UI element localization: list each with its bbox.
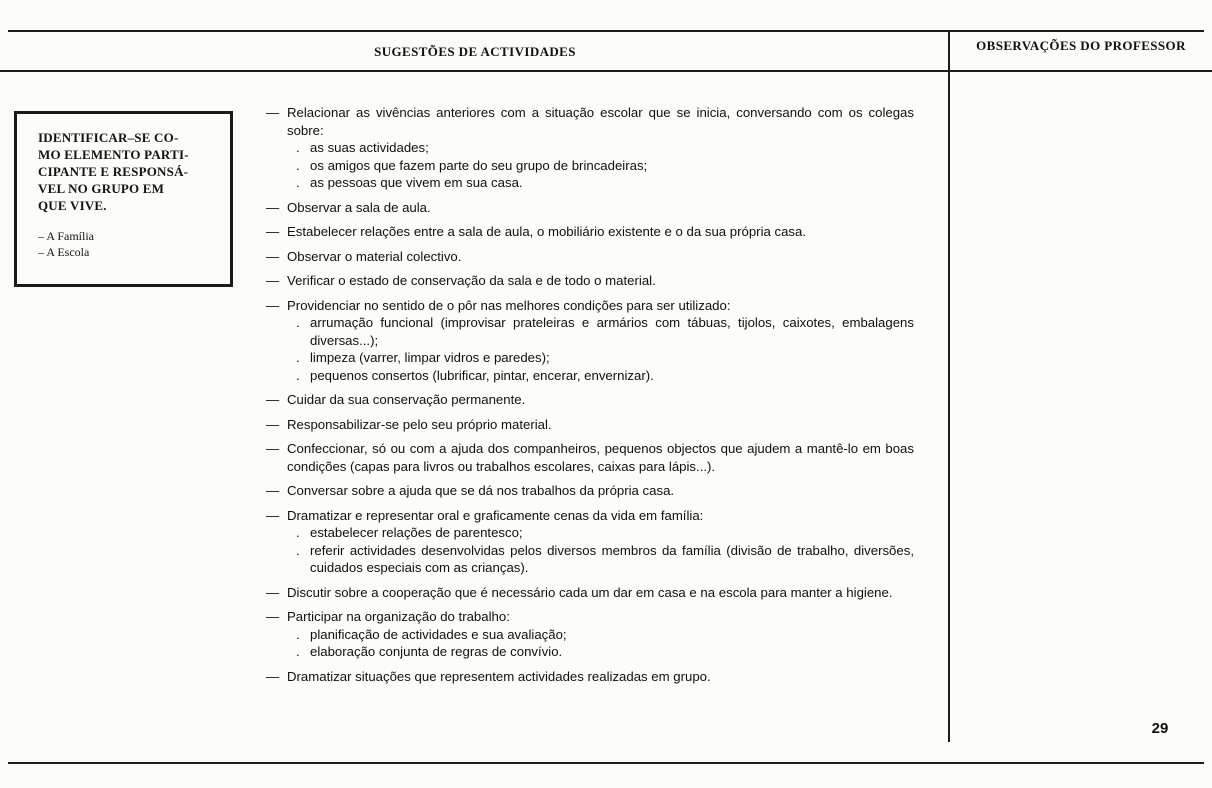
objective-title-line: VEL NO GRUPO EM xyxy=(38,181,165,196)
activity-text: — Conversar sobre a ajuda que se dá nos trabalhos da própria casa. xyxy=(266,483,675,498)
activity-text: — Relacionar as vivências anteriores com a situação escolar que se inicia, conversando com os colegas sobre: xyxy=(266,105,914,138)
dash-bullet: — xyxy=(266,609,280,624)
objective-title-line: CIPANTE E RESPONSÁ- xyxy=(38,164,189,179)
dot-bullet: . xyxy=(296,367,300,383)
dash-bullet: — xyxy=(266,441,280,456)
activity-text: — Confeccionar, só ou com a ajuda dos companheiros, pequenos objectos que ajudem a mantê-lo em boas condições (capas para livros ou trabalhos escolares, caixas para lápis...). xyxy=(266,441,914,474)
activity-text: — Observar o material colectivo. xyxy=(266,248,462,264)
dot-bullet: . xyxy=(296,644,300,659)
dot-bullet: . xyxy=(296,157,300,173)
header-activities-title: SUGESTÕES DE ACTIVIDADES xyxy=(374,44,576,59)
activity-text: — Dramatizar e representar oral e graficamente cenas da vida em família: xyxy=(266,507,704,523)
header-rule xyxy=(0,70,1212,72)
dot-bullet: . xyxy=(296,315,300,330)
activity-item xyxy=(266,199,914,217)
activity-subitem: . elaboração conjunta de regras de convívio. xyxy=(296,644,563,659)
dash-bullet: — xyxy=(266,199,280,215)
top-rule xyxy=(8,30,1204,32)
activity-item xyxy=(266,608,914,661)
objective-title-line: QUE VIVE. xyxy=(38,198,107,213)
activity-text: — Discutir sobre a cooperação que é necessário cada um dar em casa e na escola para manter a higiene. xyxy=(266,584,893,600)
activity-subitem: . os amigos que fazem parte do seu grupo de brincadeiras; xyxy=(296,157,648,173)
activity-subitem: . estabelecer relações de parentesco; xyxy=(296,525,523,540)
dash-bullet: — xyxy=(266,105,280,120)
activity-item xyxy=(266,104,914,192)
activity-item xyxy=(266,416,914,434)
bottom-rule xyxy=(8,762,1204,764)
dash-bullet: — xyxy=(266,297,280,313)
column-divider xyxy=(948,31,950,742)
activity-item xyxy=(266,297,914,385)
objective-subjects xyxy=(38,228,218,260)
activity-item xyxy=(266,482,914,500)
activity-text: — Cuidar da sua conservação permanente. xyxy=(266,392,526,407)
activity-item xyxy=(266,584,914,602)
dash-bullet: — xyxy=(266,668,280,684)
dash-bullet: — xyxy=(266,273,280,288)
dash-bullet: — xyxy=(266,248,280,264)
activity-subitem: . as suas actividades; xyxy=(296,140,429,155)
page-number: 29 xyxy=(1151,720,1169,737)
activity-item xyxy=(266,440,914,475)
objective-subject: – A Escola xyxy=(38,245,90,259)
dot-bullet: . xyxy=(296,140,300,155)
activity-text: — Estabelecer relações entre a sala de aula, o mobiliário existente e o da sua própria casa. xyxy=(266,224,807,239)
activity-subitem: . as pessoas que vivem em sua casa. xyxy=(296,175,523,190)
dot-bullet: . xyxy=(296,626,300,642)
activity-subitem: . pequenos consertos (lubrificar, pintar, encerar, envernizar). xyxy=(296,367,654,383)
dash-bullet: — xyxy=(266,483,280,498)
objective-subject: – A Família xyxy=(38,229,95,243)
activity-subitem: . planificação de actividades e sua avaliação; xyxy=(296,626,567,642)
activity-item xyxy=(266,223,914,241)
header-observations-title: OBSERVAÇÕES DO PROFESSOR xyxy=(976,38,1186,53)
dash-bullet: — xyxy=(266,392,280,407)
dash-bullet: — xyxy=(266,224,280,239)
dash-bullet: — xyxy=(266,416,280,432)
objective-title-line: MO ELEMENTO PARTI- xyxy=(38,147,189,162)
activities-list xyxy=(266,104,914,692)
activity-item xyxy=(266,248,914,266)
activity-subitem: . limpeza (varrer, limpar vidros e paredes); xyxy=(296,350,550,365)
activity-text: — Providenciar no sentido de o pôr nas melhores condições para ser utilizado: xyxy=(266,297,731,313)
activity-text: — Responsabilizar-se pelo seu próprio material. xyxy=(266,416,552,432)
activity-text: — Observar a sala de aula. xyxy=(266,199,431,215)
dash-bullet: — xyxy=(266,584,280,600)
activity-item xyxy=(266,391,914,409)
activity-text: — Verificar o estado de conservação da sala e de todo o material. xyxy=(266,273,656,288)
dash-bullet: — xyxy=(266,507,280,523)
dot-bullet: . xyxy=(296,525,300,540)
activity-text: — Participar na organização do trabalho: xyxy=(266,609,510,624)
dot-bullet: . xyxy=(296,350,300,365)
activity-subitem: . referir actividades desenvolvidas pelos diversos membros da família (divisão de trabalho, diversões, cuidados especiais com as crianças). xyxy=(296,542,914,575)
activity-item xyxy=(266,507,914,577)
objective-title xyxy=(38,129,218,214)
activity-item xyxy=(266,272,914,290)
activity-subitem: . arrumação funcional (improvisar prateleiras e armários com tábuas, tijolos, caixotes, embalagens diversas...); xyxy=(296,315,914,348)
activity-item xyxy=(266,668,914,686)
activity-text: — Dramatizar situações que representem actividades realizadas em grupo. xyxy=(266,668,711,684)
dot-bullet: . xyxy=(296,175,300,190)
objective-box xyxy=(14,111,233,287)
dot-bullet: . xyxy=(296,542,300,558)
objective-title-line: IDENTIFICAR–SE CO- xyxy=(38,130,179,145)
